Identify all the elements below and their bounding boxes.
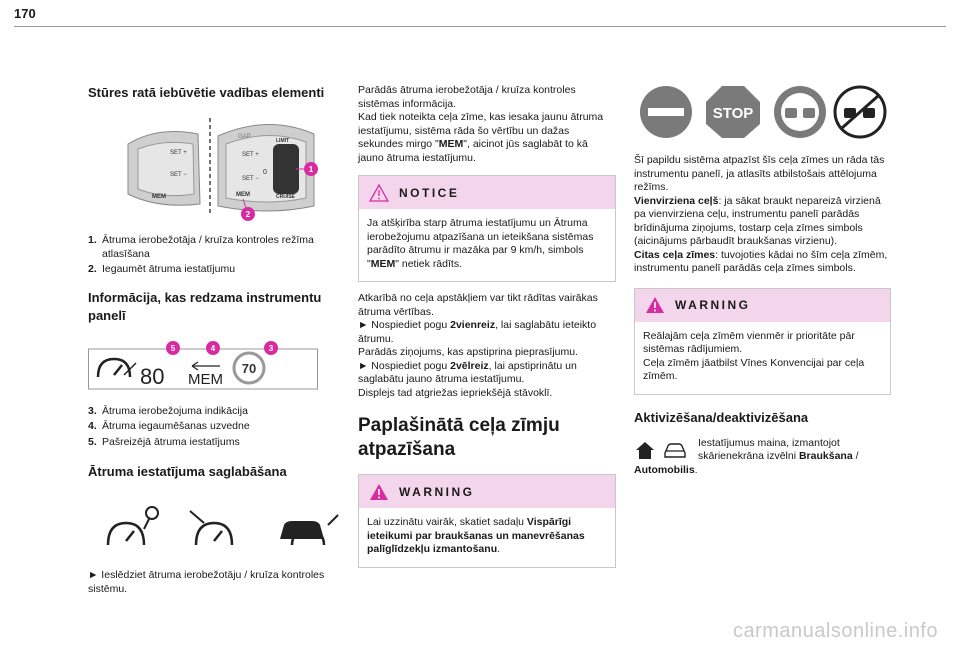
activation-text: Iestatījumus maina, izmantojot skārienekrāna izvēlni Braukšana / xyxy=(698,436,859,462)
list-item: 4. Ātruma iegaumēšanas uzvedne xyxy=(88,420,250,432)
notice-title: NOTICE xyxy=(399,185,460,200)
instrument-mem-label: MEM xyxy=(188,370,223,388)
fig-label-mem-right: MEM xyxy=(236,192,250,198)
notice-box xyxy=(358,175,616,282)
fig-label-set-plus-left: SET + xyxy=(170,150,187,156)
paragraph: Vienvirziena ceļš: ja sākat braukt nepareizā virzienā pa vienvirziena ceļu, instrumentu panelī parādās brīdinājuma ziņojums, tostarp ceļa zīmes simbols (aicinājums pārbaudīt braukšanas virzienu). xyxy=(634,194,881,247)
notice-triangle-icon xyxy=(369,184,389,202)
steering-controls-figure xyxy=(118,114,318,224)
watermark: carmanualsonline.info xyxy=(732,620,938,642)
callout-3-label: 3 xyxy=(268,343,274,353)
warning-text: Lai uzzinātu vairāk, skatiet sadaļu Vispārīgi ieteikumi par braukšanas un manevrēšanas palīglīdzekļu izmantošanu. xyxy=(367,516,585,555)
speedometer-icon xyxy=(190,511,232,545)
warning-box xyxy=(358,474,616,568)
fig-label-set-minus-right: SET − xyxy=(242,176,259,182)
paragraph: Displejs tad atgriežas iepriekšējā stāvoklī. xyxy=(358,386,553,399)
paragraph: Kad tiek noteikta ceļa zīme, kas iesaka jaunu ātruma iestatījumu, sistēma rāda šo vērtību un dažas sekundes mirgo "MEM", aicinot jūs saglabāt to kā jauno ātruma iestatījumu. xyxy=(358,111,604,164)
house-icon xyxy=(634,439,656,461)
paragraph: Šī papildu sistēma atpazīst šīs ceļa zīmes un rāda tās instrumentu panelī, ja atlasīts atbilstošais attēlojuma režīms. xyxy=(634,154,885,193)
stop-sign-icon xyxy=(706,86,760,138)
warning-title: WARNING xyxy=(675,298,751,312)
notice-text: Ja atšķirība starp ātruma iestatījumu un Ātruma ierobežojumu atpazīšana un ieteikšana sistēmas parādīto ātrumu ir mazāka par 9 km/h, simbols "MEM" netiek rādīts. xyxy=(367,217,594,270)
heading-save-speed: Ātruma iestatījuma saglabāšana xyxy=(88,464,287,479)
page-number: 170 xyxy=(14,6,36,21)
paragraph: Atkarībā no ceļa apstākļiem var tikt rādītas vairākas ātruma vērtības. xyxy=(358,292,598,318)
list-item: 3. Ātruma ierobežojuma indikācija xyxy=(88,404,248,417)
fig-label-cruise: CRUISE xyxy=(276,194,295,200)
heading-activation: Aktivizēšana/deaktivizēšana xyxy=(634,409,809,425)
activation-row xyxy=(634,437,891,464)
paragraph: Citas ceļa zīmes: tuvojoties kādai no šīm ceļa zīmēm, instrumentu panelī parādās ceļa zīmes simbols. xyxy=(634,248,888,274)
fig-label-set-minus-left: SET − xyxy=(170,172,187,178)
list-item: 5. Pašreizējā ātruma iestatījums xyxy=(88,435,240,448)
speedometer-icon xyxy=(108,507,158,545)
instrument-speed-value: 80 xyxy=(140,363,165,389)
column-3 xyxy=(634,84,891,477)
header-rule xyxy=(14,26,946,27)
fig-label-gap: GAP xyxy=(238,134,251,140)
paragraph: ► Nospiediet pogu 2vēlreiz, lai apstiprinātu un saglabātu jauno ātruma iestatījumu. xyxy=(358,359,577,385)
list-instrument-panel xyxy=(88,405,343,450)
warning-triangle-icon xyxy=(369,483,389,501)
step-activate: ► Ieslēdziet ātruma ierobežotāju / kruīza kontroles sistēmu. xyxy=(88,569,325,595)
no-entry-sign-icon xyxy=(640,86,692,138)
instrument-sign-value: 70 xyxy=(241,360,257,376)
instrument-panel-figure xyxy=(88,341,318,391)
column-2 xyxy=(358,84,616,568)
heading-steering-controls: Stūres ratā iebūvētie vadības elementi xyxy=(88,85,325,100)
heading-instrument-panel: Informācija, kas redzama instrumentu panelī xyxy=(88,289,322,323)
svg-text:STOP: STOP xyxy=(712,105,754,122)
fig-label-zero: 0 xyxy=(263,169,267,176)
warning-box-2 xyxy=(634,288,891,395)
fig-label-set-plus-right: SET + xyxy=(242,152,259,158)
paragraph: ► Nospiediet pogu 2vienreiz, lai saglabātu ieteikto ātrumu. xyxy=(358,319,597,345)
list-item: 1. Ātruma ierobežotāja / kruīza kontroles režīma atlasīšana xyxy=(88,234,314,260)
fig-label-limit: LIMIT xyxy=(276,138,290,144)
callout-2-label: 2 xyxy=(245,210,251,219)
warning-text: Reālajām ceļa zīmēm vienmēr ir prioritāte pār sistēmas rādījumiem. xyxy=(643,329,855,355)
road-signs-figure xyxy=(638,84,888,140)
end-no-overtaking-sign-icon xyxy=(835,87,885,137)
activation-text-cont: Automobilis. xyxy=(634,463,698,476)
heading-extended-sign-recognition: Paplašinātā ceļa zīmju atpazīšana xyxy=(358,415,560,460)
paragraph: Parādās ātruma ierobežotāja / kruīza kontroles sistēmas informācija. xyxy=(358,84,576,110)
speed-mode-icons xyxy=(102,505,342,551)
fig-label-mem-left: MEM xyxy=(152,194,166,200)
column-1 xyxy=(88,84,343,596)
callout-5-label: 5 xyxy=(170,343,176,353)
warning-title: WARNING xyxy=(399,484,475,499)
list-item: 2. Iegaumēt ātruma iestatījumu xyxy=(88,263,236,275)
list-steering-controls xyxy=(88,234,343,277)
callout-4-label: 4 xyxy=(210,343,216,353)
car-speedometer-icon xyxy=(280,515,338,545)
paragraph: Parādās ziņojums, kas apstiprina pieprasījumu. xyxy=(358,346,579,358)
warning-text: Ceļa zīmēm jāatbilst Vīnes Konvencijai par ceļa zīmēm. xyxy=(643,356,865,382)
car-icon xyxy=(662,439,688,461)
callout-1-label: 1 xyxy=(308,165,314,174)
no-overtaking-sign-icon xyxy=(774,86,826,138)
warning-triangle-icon xyxy=(645,296,665,314)
